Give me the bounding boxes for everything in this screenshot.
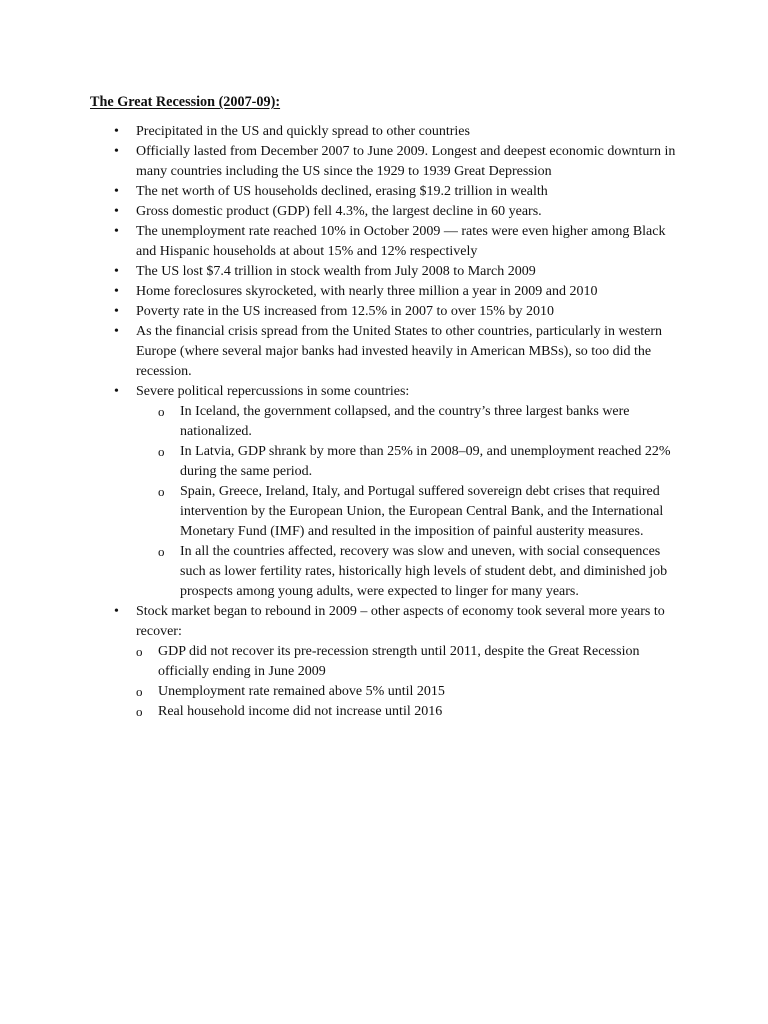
bullet-icon: • bbox=[114, 124, 119, 139]
bullet-icon: • bbox=[114, 144, 119, 159]
list-item-text: The net worth of US households declined, erasing $19.2 trillion in wealth bbox=[136, 184, 548, 199]
bullet-icon: • bbox=[114, 384, 119, 399]
recovery-sub-list bbox=[136, 642, 676, 722]
circle-bullet-icon: o bbox=[158, 404, 165, 419]
list-item bbox=[0, 262, 676, 282]
sub-list-item bbox=[136, 482, 678, 542]
list-item bbox=[0, 182, 676, 202]
bullet-icon: • bbox=[114, 324, 119, 339]
list-item-text: The unemployment rate reached 10% in October 2009 — rates were even higher among Black and Hispanic households at about 15% and 12% respectively bbox=[136, 224, 666, 259]
sub-list-item-text: In Latvia, GDP shrank by more than 25% in 2008–09, and unemployment reached 22% during the same period. bbox=[180, 444, 671, 479]
list-item-text: Gross domestic product (GDP) fell 4.3%, the largest decline in 60 years. bbox=[136, 204, 542, 219]
circle-bullet-icon: o bbox=[136, 704, 143, 719]
circle-bullet-icon: o bbox=[136, 684, 143, 699]
list-item bbox=[0, 142, 676, 182]
sub-list-item bbox=[136, 702, 678, 722]
list-item-text: Stock market began to rebound in 2009 – other aspects of economy took several more years to recover: bbox=[136, 604, 665, 639]
list-item bbox=[0, 202, 676, 222]
sub-list-item bbox=[136, 542, 678, 602]
circle-bullet-icon: o bbox=[158, 544, 165, 559]
document-title: The Great Recession (2007-09): bbox=[90, 94, 281, 110]
sub-list-item bbox=[136, 402, 678, 442]
list-item-text: The US lost $7.4 trillion in stock wealth from July 2008 to March 2009 bbox=[136, 264, 536, 279]
sub-list-item bbox=[136, 642, 678, 682]
bullet-icon: • bbox=[114, 264, 119, 279]
list-item bbox=[0, 282, 676, 302]
list-item-text: Officially lasted from December 2007 to June 2009. Longest and deepest economic downturn in many countries including the US since the 1929 to 1939 Great Depression bbox=[136, 144, 676, 179]
bullet-icon: • bbox=[114, 184, 119, 199]
sub-list-item-text: Real household income did not increase until 2016 bbox=[158, 704, 443, 719]
circle-bullet-icon: o bbox=[158, 444, 165, 459]
bullet-icon: • bbox=[114, 284, 119, 299]
sub-list-item bbox=[136, 682, 678, 702]
bullet-icon: • bbox=[114, 224, 119, 239]
list-item-text: As the financial crisis spread from the United States to other countries, particularly in western Europe (where several major banks had invested heavily in American MBSs), so too did the recession. bbox=[136, 324, 663, 379]
bullet-icon: • bbox=[114, 304, 119, 319]
political-sub-list bbox=[136, 402, 676, 602]
sub-list-item-text: Unemployment rate remained above 5% until 2015 bbox=[158, 684, 445, 699]
sub-list-item-text: In Iceland, the government collapsed, and the country’s three largest banks were nationalized. bbox=[180, 404, 630, 439]
bullet-icon: • bbox=[114, 204, 119, 219]
sub-list-item-text: In all the countries affected, recovery was slow and uneven, with social consequences such as lower fertility rates, historically high levels of student debt, and diminished job prospects among young adults, were expected to linger for many years. bbox=[180, 544, 668, 599]
list-item bbox=[0, 322, 676, 382]
main-bullet-list bbox=[0, 122, 768, 722]
list-item-text: Precipitated in the US and quickly spread to other countries bbox=[136, 124, 470, 139]
sub-list-item-text: GDP did not recover its pre-recession strength until 2011, despite the Great Recession officially ending in June 2009 bbox=[158, 644, 640, 679]
list-item-text: Home foreclosures skyrocketed, with nearly three million a year in 2009 and 2010 bbox=[136, 284, 598, 299]
list-item bbox=[0, 122, 676, 142]
circle-bullet-icon: o bbox=[136, 644, 143, 659]
list-item bbox=[0, 222, 676, 262]
list-item bbox=[0, 602, 676, 722]
sub-list-item-text: Spain, Greece, Ireland, Italy, and Portugal suffered sovereign debt crises that required intervention by the European Union, the European Central Bank, and the International Monetary Fund (IMF) and resulted in the imposition of painful austerity measures. bbox=[180, 484, 664, 539]
circle-bullet-icon: o bbox=[158, 484, 165, 499]
list-item bbox=[0, 382, 676, 602]
list-item-text: Severe political repercussions in some countries: bbox=[136, 384, 410, 399]
bullet-icon: • bbox=[114, 604, 119, 619]
sub-list-item bbox=[136, 442, 678, 482]
list-item bbox=[0, 302, 676, 322]
list-item-text: Poverty rate in the US increased from 12.5% in 2007 to over 15% by 2010 bbox=[136, 304, 554, 319]
